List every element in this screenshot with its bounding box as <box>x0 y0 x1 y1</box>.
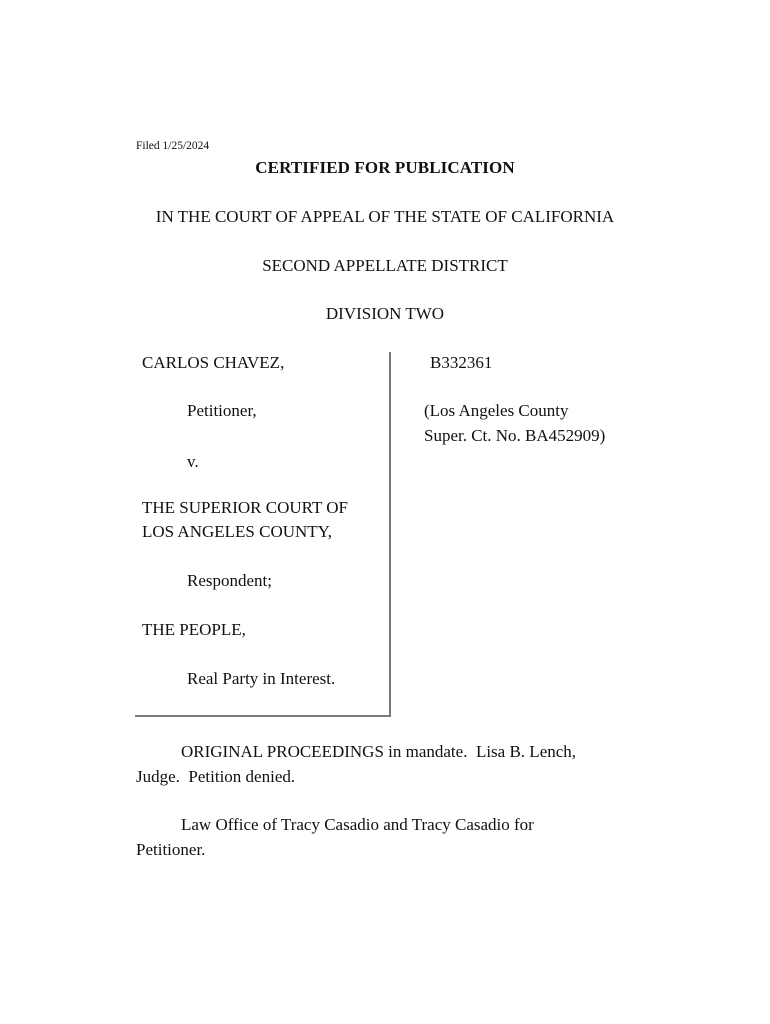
caption-vertical-divider <box>389 352 391 716</box>
filed-date: Filed 1/25/2024 <box>136 140 210 152</box>
proceedings-paragraph <box>136 740 636 789</box>
caption-horizontal-divider <box>135 715 391 717</box>
real-party-role: Real Party in Interest. <box>187 669 336 688</box>
lower-court-line1: (Los Angeles County <box>424 401 569 420</box>
respondent-role: Respondent; <box>187 571 272 590</box>
proceedings-line2: Judge. Petition denied. <box>136 766 296 786</box>
division-heading: DIVISION TWO <box>325 304 445 323</box>
district-heading: SECOND APPELLATE DISTRICT <box>262 256 508 275</box>
real-party-name: THE PEOPLE, <box>142 620 246 639</box>
counsel-line2: Petitioner. <box>136 839 206 859</box>
court-heading: IN THE COURT OF APPEAL OF THE STATE OF CALIFORNIA <box>155 207 615 226</box>
petitioner-name: CARLOS CHAVEZ, <box>142 353 285 372</box>
counsel-paragraph <box>136 813 636 862</box>
certification-heading: CERTIFIED FOR PUBLICATION <box>255 158 515 177</box>
petitioner-role: Petitioner, <box>187 401 257 420</box>
respondent-name-line2: LOS ANGELES COUNTY, <box>142 522 333 541</box>
counsel-line1: Law Office of Tracy Casadio and Tracy Casadio for <box>181 815 534 834</box>
case-number: B332361 <box>430 353 493 372</box>
lower-court-line2: Super. Ct. No. BA452909) <box>424 426 606 445</box>
respondent-name-line1: THE SUPERIOR COURT OF <box>142 498 349 517</box>
proceedings-line1: ORIGINAL PROCEEDINGS in mandate. Lisa B. Lench, <box>181 742 577 761</box>
versus-label: v. <box>187 452 199 471</box>
